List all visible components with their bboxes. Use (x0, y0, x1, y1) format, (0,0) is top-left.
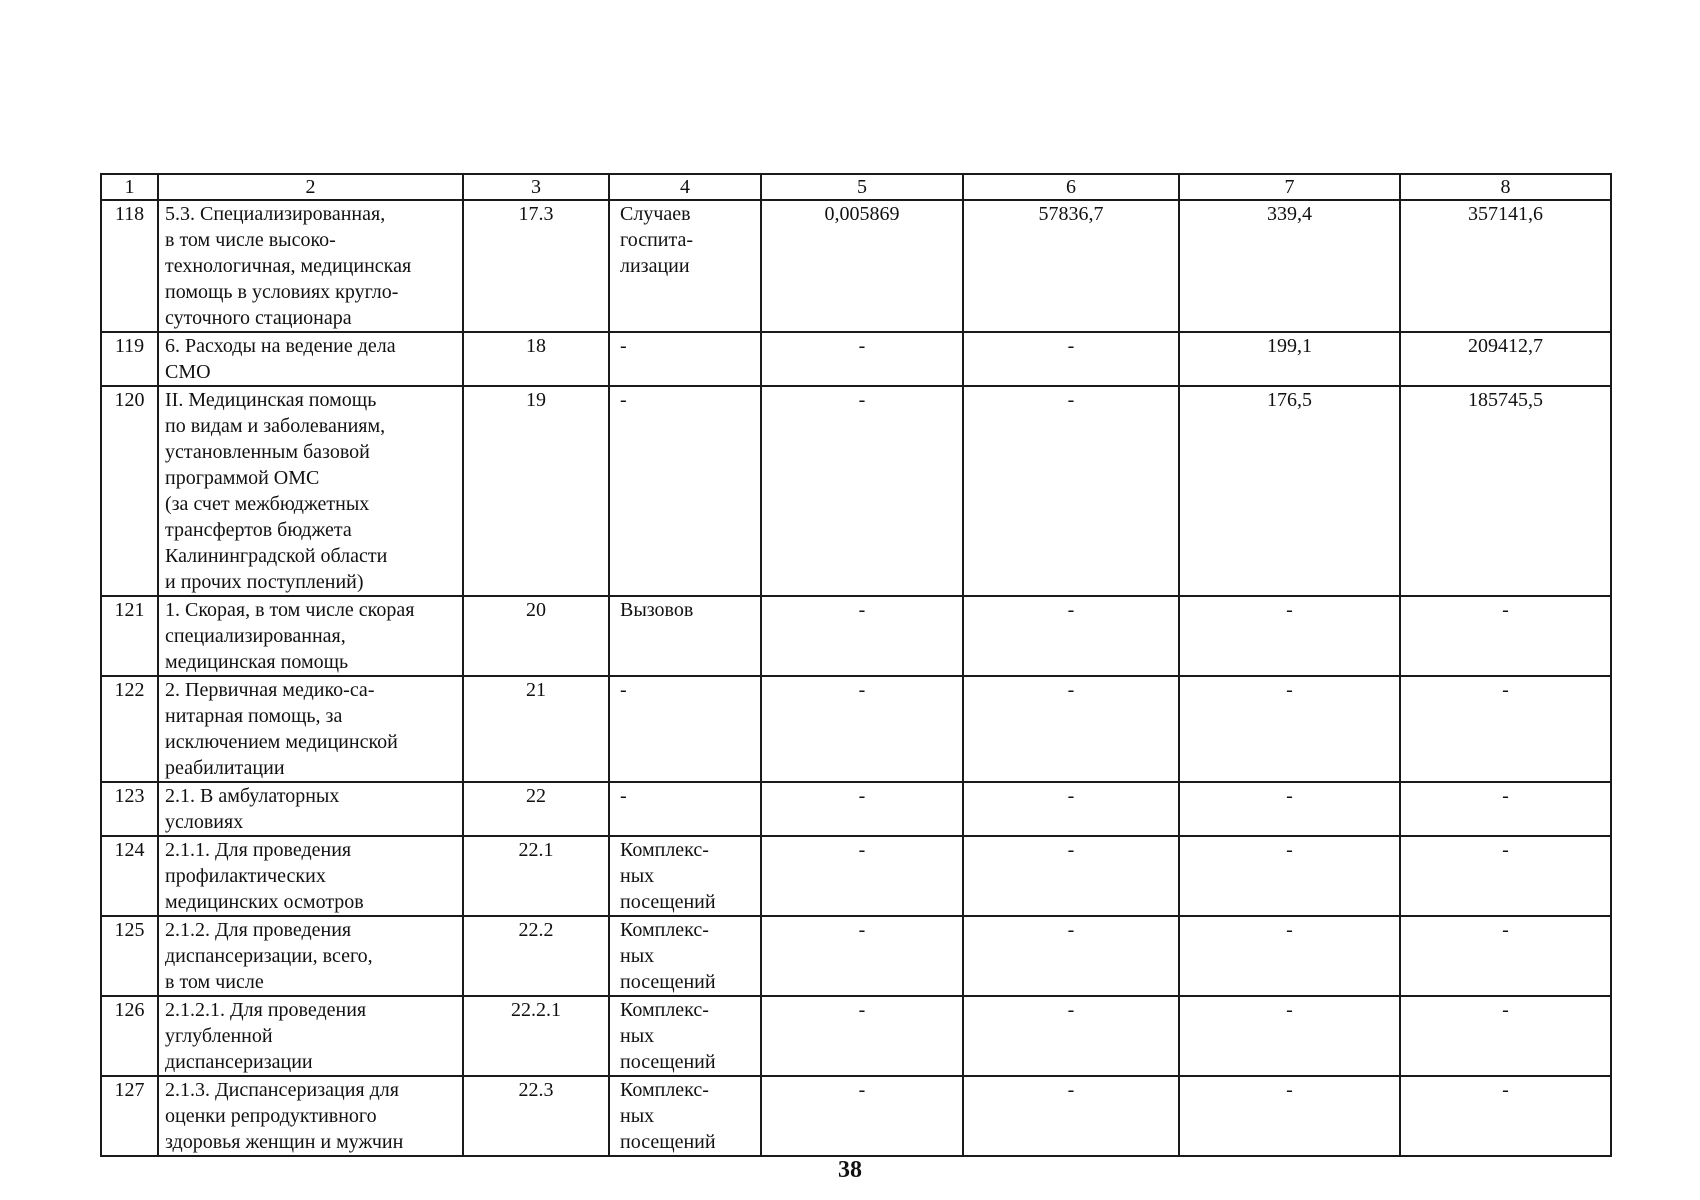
column-header: 1 (101, 174, 158, 200)
value-cell-col6: - (963, 332, 1179, 386)
value-cell-col6: - (963, 596, 1179, 676)
indicator-name-cell: 2. Первичная медико-са- нитарная помощь, за исключением медицинской реабилитации (158, 676, 463, 782)
line-code-cell: 22 (463, 782, 609, 836)
row-number-cell: 119 (101, 332, 158, 386)
value-cell-col8: - (1400, 996, 1611, 1076)
row-number-cell: 120 (101, 386, 158, 596)
value-cell-col5: - (761, 996, 963, 1076)
indicator-name-cell: 2.1.3. Диспансеризация для оценки репродуктивного здоровья женщин и мужчин (158, 1076, 463, 1156)
value-cell-col6: - (963, 836, 1179, 916)
value-cell-col8: - (1400, 782, 1611, 836)
unit-cell: - (609, 676, 761, 782)
column-header: 4 (609, 174, 761, 200)
unit-cell: Комплекс- ных посещений (609, 1076, 761, 1156)
unit-cell: - (609, 782, 761, 836)
value-cell-col7: - (1179, 916, 1400, 996)
value-cell-col7: 199,1 (1179, 332, 1400, 386)
line-code-cell: 19 (463, 386, 609, 596)
column-header-row (101, 174, 1611, 200)
value-cell-col8: - (1400, 676, 1611, 782)
row-number-cell: 125 (101, 916, 158, 996)
line-code-cell: 22.1 (463, 836, 609, 916)
line-code-cell: 17.3 (463, 200, 609, 332)
row-number-cell: 124 (101, 836, 158, 916)
value-cell-col6: - (963, 782, 1179, 836)
column-header: 6 (963, 174, 1179, 200)
value-cell-col5: - (761, 596, 963, 676)
indicator-name-cell: II. Медицинская помощь по видам и заболеваниям, установленным базовой программой ОМС (за счет межбюджетных трансфертов бюджета Калининградской области и прочих поступлений) (158, 386, 463, 596)
table-row (101, 996, 1611, 1076)
unit-cell: Вызовов (609, 596, 761, 676)
value-cell-col6: - (963, 916, 1179, 996)
value-cell-col5: - (761, 676, 963, 782)
value-cell-col8: 185745,5 (1400, 386, 1611, 596)
row-number-cell: 118 (101, 200, 158, 332)
data-table (100, 173, 1612, 1157)
unit-cell: - (609, 332, 761, 386)
table-row (101, 596, 1611, 676)
value-cell-col5: - (761, 916, 963, 996)
column-header: 7 (1179, 174, 1400, 200)
column-header: 8 (1400, 174, 1611, 200)
table-row (101, 676, 1611, 782)
value-cell-col5: - (761, 1076, 963, 1156)
value-cell-col5: - (761, 332, 963, 386)
table-row (101, 386, 1611, 596)
line-code-cell: 22.2 (463, 916, 609, 996)
table-row (101, 782, 1611, 836)
unit-cell: Случаев госпита- лизации (609, 200, 761, 332)
value-cell-col6: - (963, 676, 1179, 782)
line-code-cell: 22.2.1 (463, 996, 609, 1076)
row-number-cell: 127 (101, 1076, 158, 1156)
value-cell-col5: - (761, 836, 963, 916)
indicator-name-cell: 5.3. Специализированная, в том числе высоко- технологичная, медицинская помощь в условиях кругло- суточного стационара (158, 200, 463, 332)
value-cell-col7: - (1179, 676, 1400, 782)
line-code-cell: 22.3 (463, 1076, 609, 1156)
value-cell-col5: - (761, 386, 963, 596)
table-row (101, 1076, 1611, 1156)
row-number-cell: 126 (101, 996, 158, 1076)
page-number: 38 (838, 1157, 862, 1183)
value-cell-col8: - (1400, 596, 1611, 676)
indicator-name-cell: 2.1.2. Для проведения диспансеризации, всего, в том числе (158, 916, 463, 996)
unit-cell: Комплекс- ных посещений (609, 836, 761, 916)
line-code-cell: 21 (463, 676, 609, 782)
table-row (101, 836, 1611, 916)
table-row (101, 916, 1611, 996)
value-cell-col7: - (1179, 836, 1400, 916)
indicator-name-cell: 1. Скорая, в том числе скорая специализированная, медицинская помощь (158, 596, 463, 676)
value-cell-col8: 209412,7 (1400, 332, 1611, 386)
value-cell-col5: - (761, 782, 963, 836)
table-row (101, 200, 1611, 332)
row-number-cell: 123 (101, 782, 158, 836)
indicator-name-cell: 2.1.1. Для проведения профилактических медицинских осмотров (158, 836, 463, 916)
value-cell-col7: 339,4 (1179, 200, 1400, 332)
value-cell-col5: 0,005869 (761, 200, 963, 332)
value-cell-col7: - (1179, 782, 1400, 836)
value-cell-col7: - (1179, 996, 1400, 1076)
unit-cell: Комплекс- ных посещений (609, 916, 761, 996)
value-cell-col8: - (1400, 916, 1611, 996)
indicator-name-cell: 2.1. В амбулаторных условиях (158, 782, 463, 836)
line-code-cell: 18 (463, 332, 609, 386)
column-header: 3 (463, 174, 609, 200)
line-code-cell: 20 (463, 596, 609, 676)
column-header: 5 (761, 174, 963, 200)
value-cell-col8: - (1400, 1076, 1611, 1156)
value-cell-col7: - (1179, 596, 1400, 676)
row-number-cell: 121 (101, 596, 158, 676)
column-header: 2 (158, 174, 463, 200)
value-cell-col6: - (963, 1076, 1179, 1156)
value-cell-col7: - (1179, 1076, 1400, 1156)
indicator-name-cell: 6. Расходы на ведение дела СМО (158, 332, 463, 386)
unit-cell: - (609, 386, 761, 596)
value-cell-col8: 357141,6 (1400, 200, 1611, 332)
value-cell-col6: - (963, 386, 1179, 596)
table-row (101, 332, 1611, 386)
value-cell-col6: - (963, 996, 1179, 1076)
unit-cell: Комплекс- ных посещений (609, 996, 761, 1076)
value-cell-col8: - (1400, 836, 1611, 916)
row-number-cell: 122 (101, 676, 158, 782)
value-cell-col6: 57836,7 (963, 200, 1179, 332)
value-cell-col7: 176,5 (1179, 386, 1400, 596)
indicator-name-cell: 2.1.2.1. Для проведения углубленной диспансеризации (158, 996, 463, 1076)
